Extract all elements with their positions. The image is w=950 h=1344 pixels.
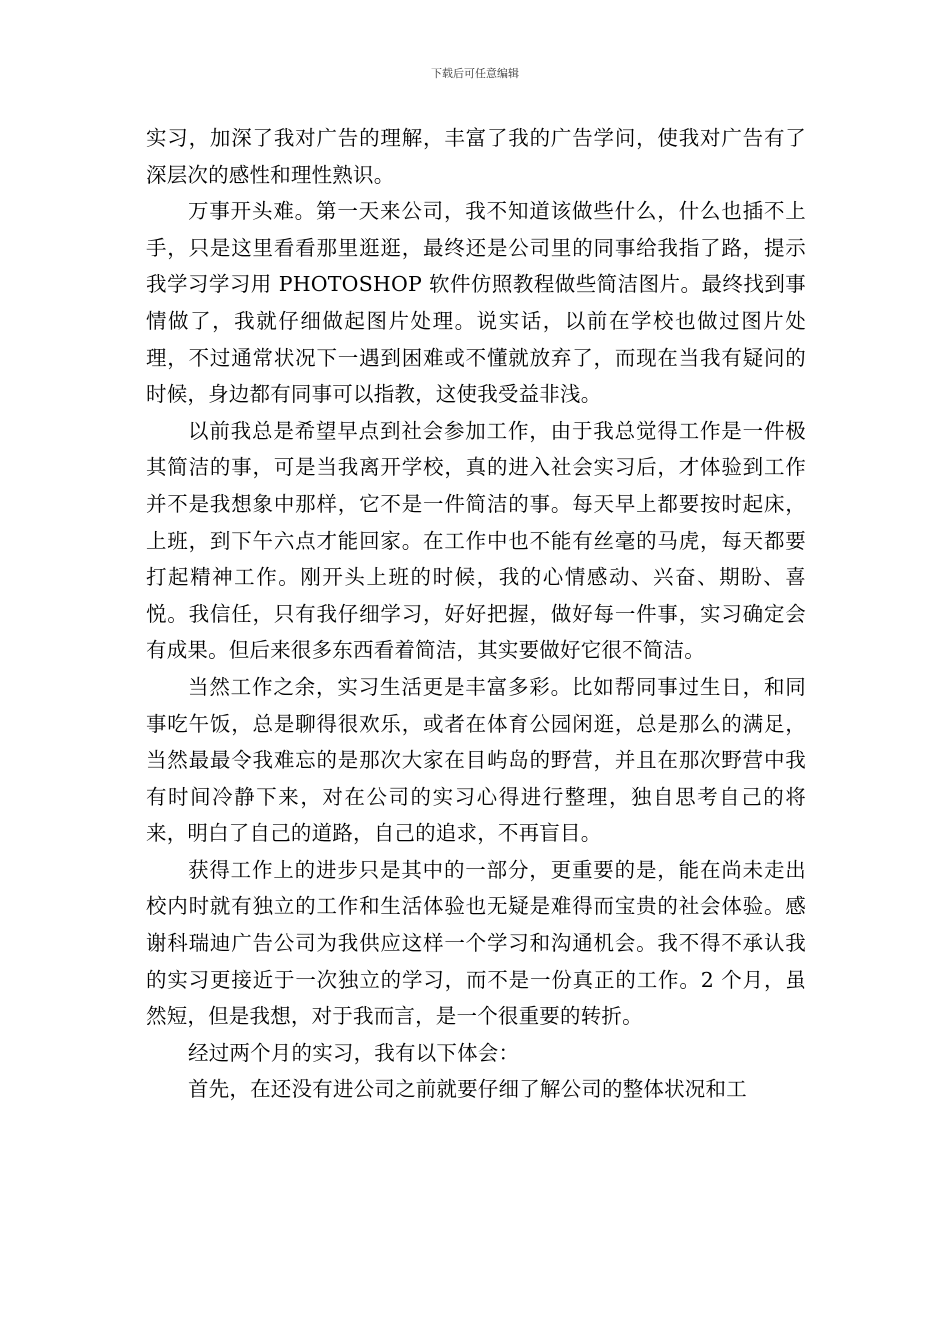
- paragraph: 获得工作上的进步只是其中的一部分，更重要的是，能在尚未走出校内时就有独立的工作和生活体验也无疑是难得而宝贵的社会体验。感谢科瑞迪广告公司为我供应这样一个学习和沟通机会。我不得不承认我的实习更接近于一次独立的学习，而不是一份真正的工作。2 个月，虽然短，但是我想，对于我而言，是一个很重要的转折。: [146, 857, 806, 1029]
- paragraph: 当然工作之余，实习生活更是丰富多彩。比如帮同事过生日，和同事吃午饭，总是聊得很欢乐，或者在体育公园闲逛，总是那么的满足，当然最最令我难忘的是那次大家在目屿岛的野营，并且在那次野营中我有时间冷静下来，对在公司的实习心得进行整理，独自思考自己的将来，明白了自己的道路，自己的追求，不再盲目。: [146, 674, 806, 846]
- page-header: 下载后可任意编辑: [431, 67, 519, 80]
- paragraph: 首先，在还没有进公司之前就要仔细了解公司的整体状况和工: [188, 1077, 747, 1102]
- paragraph: 实习，加深了我对广告的理解，丰富了我的广告学问，使我对广告有了深层次的感性和理性熟识。: [146, 126, 806, 187]
- document-body: [146, 120, 806, 1108]
- paragraph: 万事开头难。第一天来公司，我不知道该做些什么，什么也插不上手，只是这里看看那里逛逛，最终还是公司里的同事给我指了路，提示我学习学习用 PHOTOSHOP 软件仿照教程做些简洁图片。最终找到事情做了，我就仔细做起图片处理。说实话，以前在学校也做过图片处理，不过通常状况下一遇到困难或不懂就放弃了，而现在当我有疑问的时候，身边都有同事可以指教，这使我受益非浅。: [146, 199, 806, 407]
- paragraph: 以前我总是希望早点到社会参加工作，由于我总觉得工作是一件极其简洁的事，可是当我离开学校，真的进入社会实习后，才体验到工作并不是我想象中那样，它不是一件简洁的事。每天早上都要按时起床，上班，到下午六点才能回家。在工作中也不能有丝毫的马虎，每天都要打起精神工作。刚开头上班的时候，我的心情感动、兴奋、期盼、喜悦。我信任，只有我仔细学习，好好把握，做好每一件事，实习确定会有成果。但后来很多东西看着简洁，其实要做好它很不简洁。: [146, 418, 806, 663]
- paragraph: 经过两个月的实习，我有以下体会：: [188, 1040, 520, 1065]
